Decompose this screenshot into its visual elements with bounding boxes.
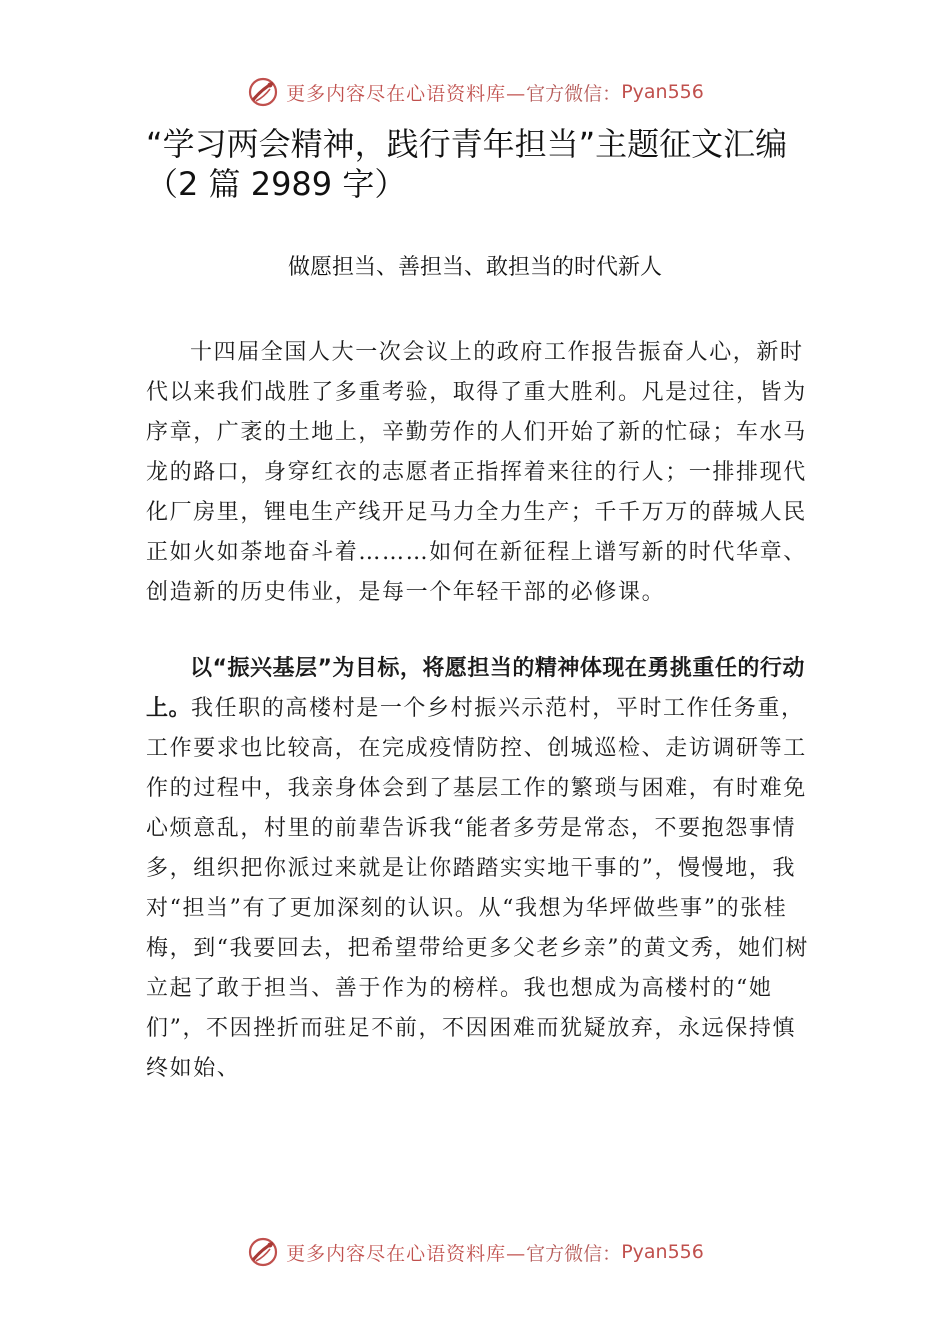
watermark-wechat-id: Pyan556	[621, 1241, 704, 1263]
watermark-text: 更多内容尽在心语资料库—	[286, 1242, 527, 1265]
watermark-text: 更多内容尽在心语资料库—	[286, 82, 527, 105]
brush-logo-icon	[246, 75, 280, 109]
paragraph-2-lead: 以“振兴基层”为目标，将愿担当的精神体现在勇挑重任的行动上。	[146, 656, 805, 721]
paragraph-2	[146, 649, 818, 1089]
watermark-wechat-label: 官方微信：	[526, 82, 622, 105]
watermark-wechat-id: Pyan556	[621, 81, 704, 103]
watermark-wechat-label: 官方微信：	[526, 1242, 622, 1265]
article-subtitle: 做愿担当、善担当、敢担当的时代新人	[287, 255, 662, 280]
footer-watermark	[0, 1232, 950, 1272]
paragraph-1: 十四届全国人大一次会议上的政府工作报告振奋人心，新时代以来我们战胜了多重考验，取得了重大胜利。凡是过往，皆为序章，广袤的土地上，辛勤劳作的人们开始了新的忙碌；车水马龙的路口，身穿红衣的志愿者正指挥着来往的行人；一排排现代化厂房里，锂电生产线开足马力全力生产；千千万万的薛城人民正如火如荼地奋斗着………如何在新征程上谱写新的时代华章、创造新的历史伟业，是每一个年轻干部的必修课。	[146, 340, 807, 605]
header-watermark	[0, 72, 950, 112]
brush-logo-icon	[246, 1235, 280, 1269]
document-title: “学习两会精神，践行青年担当”主题征文汇编（2 篇 2989 字）	[146, 125, 788, 203]
paragraph-2-body: 我任职的高楼村是一个乡村振兴示范村，平时工作任务重，工作要求也比较高，在完成疫情防控、创城巡检、走访调研等工作的过程中，我亲身体会到了基层工作的繁琐与困难，有时难免心烦意乱，村里的前辈告诉我“能者多劳是常态，不要抱怨事情多，组织把你派过来就是让你踏踏实实地干事的”，慢慢地，我对“担当”有了更加深刻的认识。从“我想为华坪做些事”的张桂梅，到“我要回去，把希望带给更多父老乡亲”的黄文秀，她们树立起了敢于担当、善于作为的榜样。我也想成为高楼村的“她们”，不因挫折而驻足不前，不因困难而犹疑放弃，永远保持慎终如始、	[146, 696, 809, 1081]
